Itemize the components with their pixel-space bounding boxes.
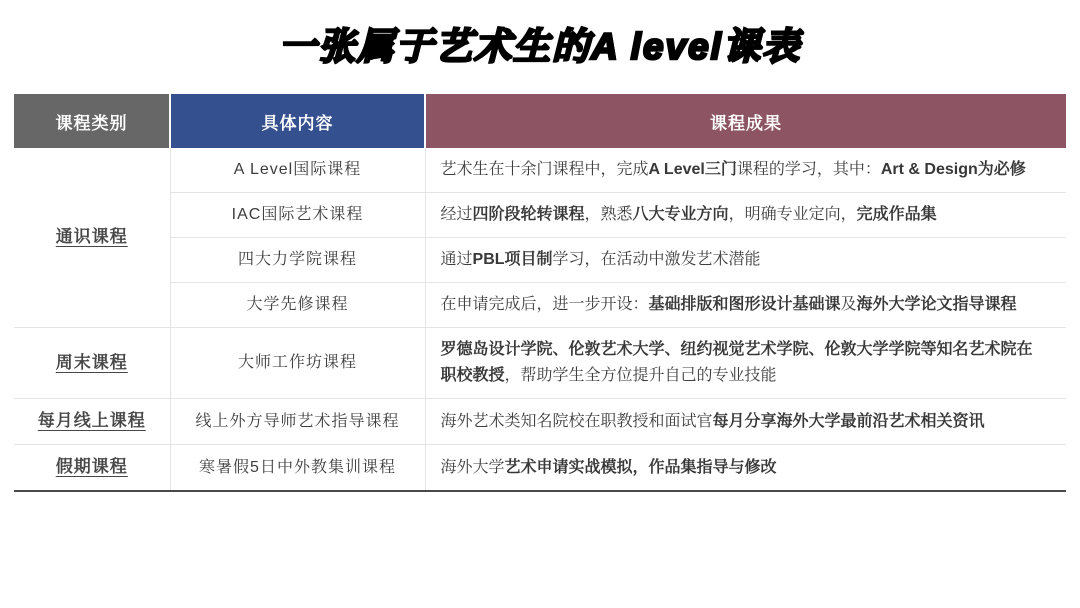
category-label: 每月线上课程	[37, 411, 146, 430]
outcome-text-bold: 罗德岛设计学院、伦敦艺术大学、纽约视觉艺术学院、伦敦大学学院等知名艺术院在职校教授	[440, 341, 1033, 384]
outcome-text: 课程的学习，其中：	[736, 161, 881, 178]
outcome-cell	[425, 445, 1066, 492]
outcome-text-bold: 每月分享海外大学最前沿艺术相关资讯	[712, 412, 985, 430]
table-row	[14, 238, 1066, 283]
header-category: 课程类别	[14, 94, 170, 148]
table-body	[14, 148, 1066, 491]
outcome-cell	[425, 238, 1066, 283]
header-row	[14, 94, 1066, 148]
outcome-cell	[425, 283, 1066, 328]
outcome-text: ，熟悉	[584, 206, 633, 223]
outcome-text: 艺术生在十余门课程中，完成	[440, 161, 649, 178]
outcome-text: 经过	[440, 206, 473, 223]
outcome-text: 学习，在活动中激发艺术潜能	[552, 251, 761, 268]
course-name-cell: 寒暑假5日中外教集训课程	[170, 445, 425, 492]
course-name-cell: IAC国际艺术课程	[170, 193, 425, 238]
outcome-text: 及	[840, 296, 857, 313]
outcome-cell	[425, 148, 1066, 193]
outcome-text: ，明确专业定向，	[728, 206, 857, 223]
outcome-text-bold: A Level三门	[648, 161, 737, 178]
table-row	[14, 283, 1066, 328]
category-label: 周末课程	[55, 352, 128, 372]
outcome-text-bold: 完成作品集	[856, 206, 937, 223]
table-row	[14, 328, 1066, 399]
category-label: 假期课程	[55, 457, 128, 476]
outcome-text-bold: 海外大学论文指导课程	[856, 296, 1017, 313]
header-outcome: 课程成果	[425, 94, 1066, 148]
course-name-cell: A Level国际课程	[170, 148, 425, 193]
course-name-cell: 线上外方导师艺术指导课程	[170, 399, 425, 445]
category-cell	[14, 399, 170, 445]
course-table	[14, 94, 1066, 492]
outcome-text: ，帮助学生全方位提升自己的专业技能	[504, 367, 777, 384]
outcome-cell	[425, 328, 1066, 399]
outcome-text: 通过	[440, 251, 473, 268]
outcome-text-bold: Art & Design为必修	[880, 161, 1026, 178]
course-name-cell: 大学先修课程	[170, 283, 425, 328]
outcome-cell	[425, 399, 1066, 445]
category-cell	[14, 148, 170, 328]
table-row	[14, 148, 1066, 193]
outcome-text: 在申请完成后，进一步开设：	[440, 296, 649, 313]
category-label: 通识课程	[55, 227, 128, 246]
table-row	[14, 399, 1066, 445]
outcome-text-bold: 四阶段轮转课程	[472, 206, 585, 223]
table-row	[14, 445, 1066, 492]
outcome-text: 海外艺术类知名院校在职教授和面试官	[440, 412, 713, 430]
category-cell	[14, 328, 170, 399]
outcome-text-bold: 艺术申请实战模拟，作品集指导与修改	[504, 458, 777, 476]
course-name-cell: 四大力学院课程	[170, 238, 425, 283]
header-content: 具体内容	[170, 94, 425, 148]
table-header	[14, 94, 1066, 148]
outcome-text-bold: 八大专业方向	[632, 206, 729, 223]
outcome-cell	[425, 193, 1066, 238]
page-title: 一张属于艺术生的A level课表	[279, 26, 801, 67]
course-name-cell: 大师工作坊课程	[170, 328, 425, 399]
table-row	[14, 193, 1066, 238]
category-cell	[14, 445, 170, 492]
outcome-text-bold: 基础排版和图形设计基础课	[648, 296, 841, 313]
outcome-text-bold: PBL项目制	[472, 251, 553, 268]
outcome-text: 海外大学	[440, 458, 505, 476]
